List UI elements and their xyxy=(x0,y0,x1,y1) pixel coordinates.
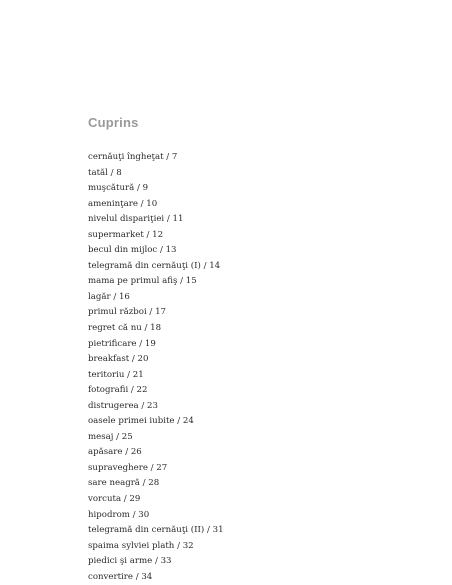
toc-entry: becul din mijloc / 13 xyxy=(88,245,177,256)
toc-entry: spaima sylviei plath / 32 xyxy=(88,540,194,551)
toc-entry: supraveghere / 27 xyxy=(88,462,168,473)
toc-entry: vorcuta / 29 xyxy=(88,494,141,505)
toc-entry: teritoriu / 21 xyxy=(88,369,144,380)
toc-entry: distrugerea / 23 xyxy=(88,400,158,411)
toc-entry: sare neagră / 28 xyxy=(88,478,160,489)
toc-entry: nivelul dispariţiei / 11 xyxy=(88,214,184,225)
toc-entry: apăsare / 26 xyxy=(88,447,142,458)
toc-entry: supermarket / 12 xyxy=(88,229,164,240)
toc-entry: mesaj / 25 xyxy=(88,431,133,442)
toc-entry: cernăuţi îngheţat / 7 xyxy=(88,152,178,162)
toc-entry: piedici şi arme / 33 xyxy=(88,556,172,567)
toc-entry: fotografii / 22 xyxy=(88,385,148,396)
toc-entry: primul război / 17 xyxy=(88,307,166,318)
toc-entry: regret că nu / 18 xyxy=(88,323,162,334)
toc-entry: lagăr / 16 xyxy=(88,291,130,302)
toc-entry: telegramă din cernăuţi (II) / 31 xyxy=(88,525,224,536)
toc-entry: oasele primei iubite / 24 xyxy=(88,416,194,427)
toc-entry: mama pe primul afiş / 15 xyxy=(88,276,197,287)
table-of-contents xyxy=(88,150,224,585)
toc-entry: ameninţare / 10 xyxy=(88,198,158,209)
toc-entry: muşcătură / 9 xyxy=(88,183,149,194)
toc-entry: pietrificare / 19 xyxy=(88,338,156,349)
toc-entry: hipodrom / 30 xyxy=(88,509,150,520)
page-title: Cuprins xyxy=(88,115,139,130)
toc-entry: convertire / 34 xyxy=(88,571,153,582)
toc-entry: tatăl / 8 xyxy=(88,167,122,178)
toc-entry: telegramă din cernăuţi (I) / 14 xyxy=(88,260,221,271)
toc-entry: breakfast / 20 xyxy=(88,354,149,365)
